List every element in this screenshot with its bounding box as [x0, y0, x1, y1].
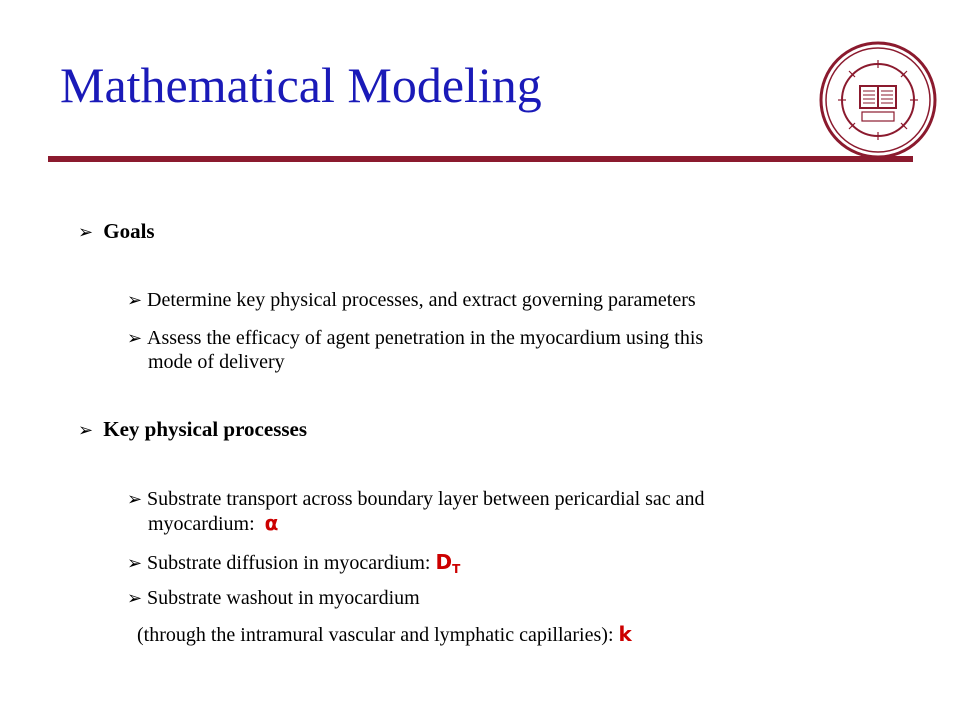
processes-item-1: ➢ Substrate transport across boundary layer between pericardial sac and myocardium: α — [127, 488, 705, 535]
goals-item-2: ➢ Assess the efficacy of agent penetration in the myocardium using this mode of delivery — [127, 327, 704, 373]
goals-heading: ➢ Goals — [78, 219, 155, 243]
arrow-bullet-icon: ➢ — [127, 290, 143, 311]
arrow-bullet-icon: ➢ — [78, 222, 94, 243]
processes-item-2: ➢ Substrate diffusion in myocardium: $D_T$ — [127, 550, 461, 576]
arrow-bullet-icon: ➢ — [127, 588, 143, 609]
washout-symbol: k — [618, 622, 632, 646]
goals-item-1: ➢ Determine key physical processes, and extract governing parameters — [127, 289, 696, 311]
diffusion-symbol: $D_T$ — [435, 550, 461, 576]
processes-item-3: ➢ Substrate washout in myocardium — [127, 587, 420, 609]
processes-heading: ➢ Key physical processes — [78, 417, 308, 441]
arrow-bullet-icon: ➢ — [127, 489, 143, 510]
arrow-bullet-icon: ➢ — [78, 420, 94, 441]
processes-item-3-cont: (through the intramural vascular and lymphatic capillaries): k — [137, 622, 632, 646]
arrow-bullet-icon: ➢ — [127, 328, 143, 349]
university-seal-icon — [818, 40, 938, 160]
slide-title: Mathematical Modeling — [60, 57, 542, 113]
alpha-symbol: α — [264, 511, 279, 535]
arrow-bullet-icon: ➢ — [127, 553, 143, 574]
title-divider — [48, 156, 913, 162]
